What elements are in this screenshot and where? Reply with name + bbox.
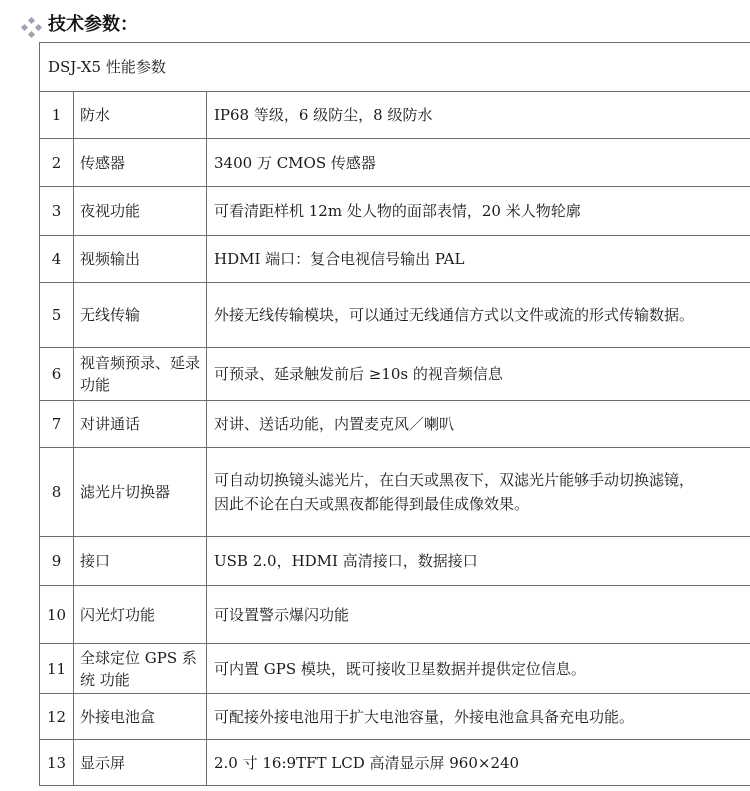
row-description: 可预录、延录触发前后 ≥10s 的视音频信息 — [207, 348, 750, 401]
row-description: 2.0 寸 16:9TFT LCD 高清显示屏 960×240 — [207, 740, 750, 786]
table-row — [40, 348, 750, 401]
table-row — [40, 236, 750, 283]
table-row — [40, 694, 750, 740]
row-feature: 外接电池盒 — [74, 694, 207, 740]
row-number: 8 — [40, 448, 74, 537]
row-description: 可内置 GPS 模块，既可接收卫星数据并提供定位信息。 — [207, 644, 750, 694]
row-description: HDMI 端口：复合电视信号输出 PAL — [207, 236, 750, 283]
row-feature: 视音频预录、延录功能 — [74, 348, 207, 401]
row-number: 7 — [40, 401, 74, 448]
row-description: 可配接外接电池用于扩大电池容量，外接电池盒具备充电功能。 — [207, 694, 750, 740]
row-description: 可看清距样机 12m 处人物的面部表情，20 米人物轮廓 — [207, 187, 750, 236]
row-feature: 闪光灯功能 — [74, 586, 207, 644]
row-description-line1: 可自动切换镜头滤光片，在白天或黑夜下，双滤光片能够手动切换滤镜， — [214, 471, 695, 489]
row-description-line2: 因此不论在白天或黑夜都能得到最佳成像效果。 — [214, 495, 530, 513]
row-description — [207, 448, 750, 537]
row-feature: 传感器 — [74, 139, 207, 187]
table-row — [40, 92, 750, 139]
row-description: IP68 等级，6 级防尘，8 级防水 — [207, 92, 750, 139]
table-row — [40, 283, 750, 348]
row-number: 4 — [40, 236, 74, 283]
row-description: 外接无线传输模块，可以通过无线通信方式以文件或流的形式传输数据。 — [207, 283, 750, 348]
row-feature: 视频输出 — [74, 236, 207, 283]
row-number: 1 — [40, 92, 74, 139]
table-row — [40, 537, 750, 586]
row-description: 可设置警示爆闪功能 — [207, 586, 750, 644]
row-number: 11 — [40, 644, 74, 694]
row-number: 10 — [40, 586, 74, 644]
diamond-bullet-icon — [22, 18, 42, 38]
row-feature: 接口 — [74, 537, 207, 586]
row-number: 6 — [40, 348, 74, 401]
table-row — [40, 139, 750, 187]
row-feature: 全球定位 GPS 系统 功能 — [74, 644, 207, 694]
row-feature: 夜视功能 — [74, 187, 207, 236]
row-description: 3400 万 CMOS 传感器 — [207, 139, 750, 187]
table-row — [40, 586, 750, 644]
table-row — [40, 448, 750, 537]
row-feature: 显示屏 — [74, 740, 207, 786]
table-caption-row — [40, 43, 750, 92]
spec-table — [39, 42, 750, 786]
table-row — [40, 187, 750, 236]
row-number: 3 — [40, 187, 74, 236]
row-feature: 无线传输 — [74, 283, 207, 348]
table-caption: DSJ-X5 性能参数 — [40, 43, 750, 92]
row-description: 对讲、送话功能，内置麦克风／喇叭 — [207, 401, 750, 448]
table-row — [40, 401, 750, 448]
section-heading — [22, 8, 138, 38]
section-title: 技术参数： — [48, 14, 138, 35]
row-number: 12 — [40, 694, 74, 740]
row-number: 13 — [40, 740, 74, 786]
row-number: 9 — [40, 537, 74, 586]
row-number: 5 — [40, 283, 74, 348]
row-feature: 对讲通话 — [74, 401, 207, 448]
row-number: 2 — [40, 139, 74, 187]
row-feature: 防水 — [74, 92, 207, 139]
table-row — [40, 644, 750, 694]
row-description: USB 2.0，HDMI 高清接口，数据接口 — [207, 537, 750, 586]
row-feature: 滤光片切换器 — [74, 448, 207, 537]
table-row — [40, 740, 750, 786]
